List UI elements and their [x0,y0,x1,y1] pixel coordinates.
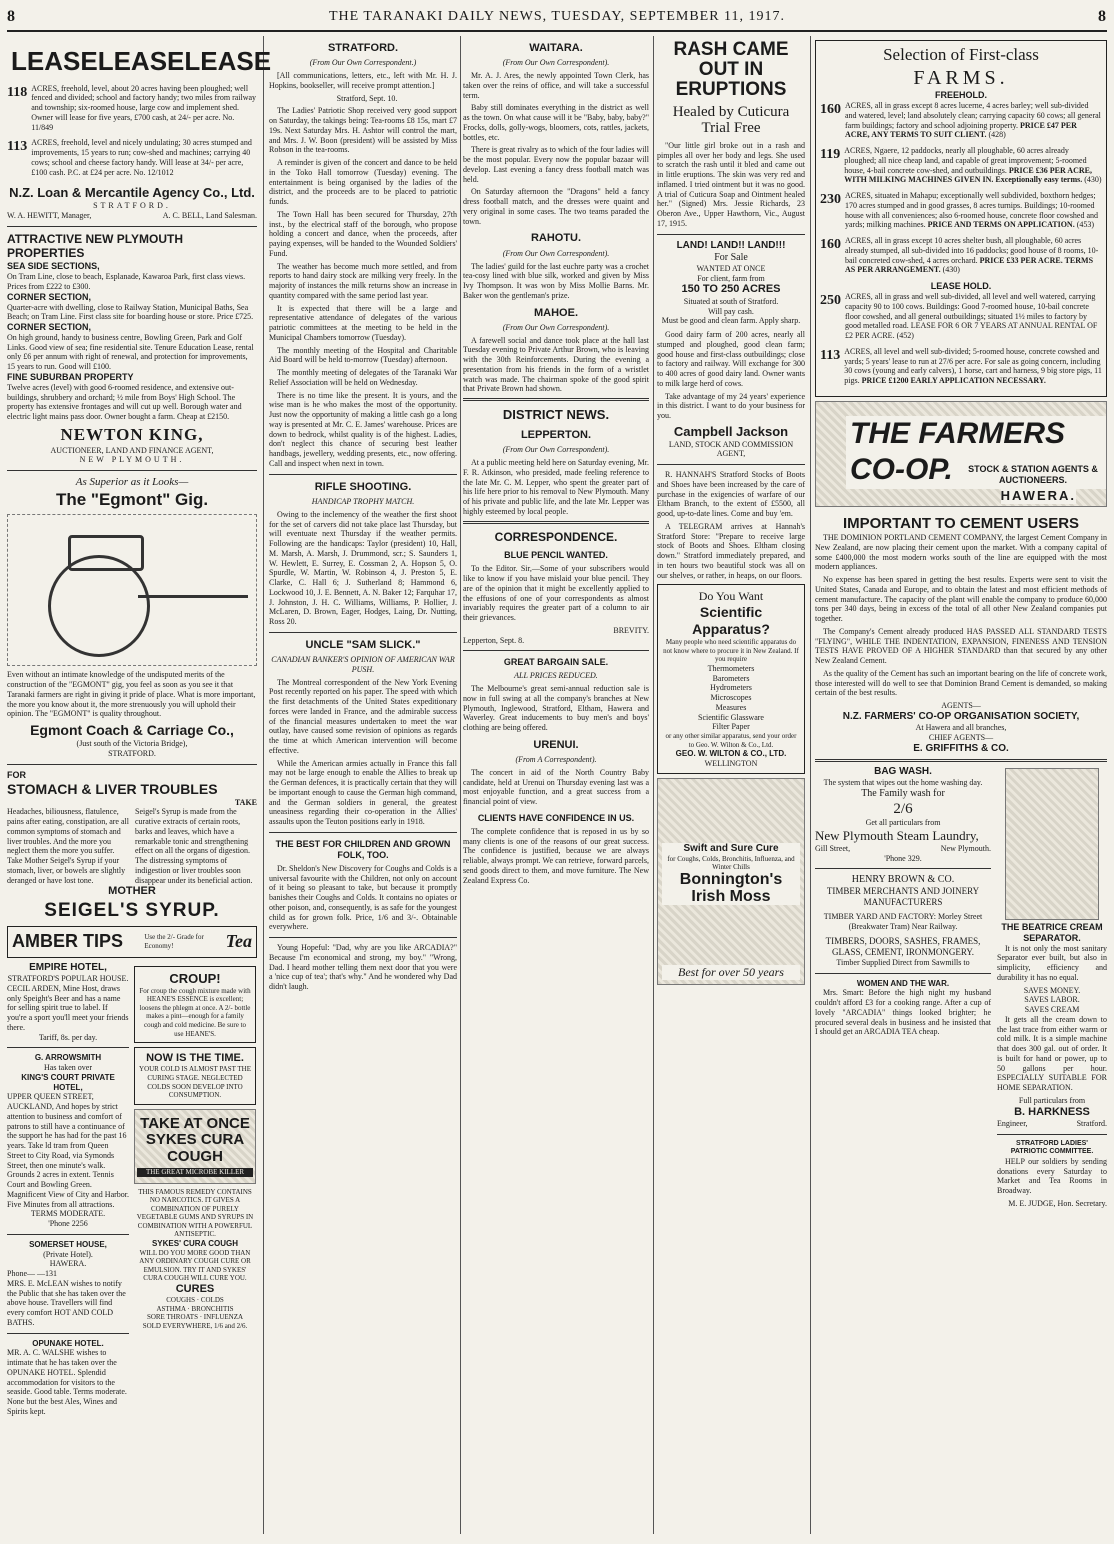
divider [815,973,991,974]
divider [463,650,649,651]
bluepencil-date: Lepperton, Sept. 8. [463,635,525,645]
irish-moss-ad [657,778,805,985]
separator-save: SAVES LABOR. [1024,995,1080,1005]
arrow-phone: 'Phone 2256 [48,1219,88,1229]
cures-item: ASTHMA · BRONCHITIS [156,1304,234,1313]
lepperton-title: LEPPERTON. [520,429,592,442]
urenui-sub: (From A Correspondent). [515,755,597,765]
waitara-paragraph: There is great rivalry as to which of the four ladies will be the most popular. Every now the popular bazaar will develop. Last evening a fancy dress football match was held. [463,145,649,184]
divider [7,226,257,227]
women-paragraph: Mrs. Smart: Before the high night my husband couldn't afford £3 for a cooking range. After a cup of lovely "ARCADIA" things looked brighter; he procured several deals in business and he insisted that I should get an ARCADIA TEA cheap. [815,988,991,1037]
farmers-coop-ad [815,401,1107,507]
stratford-paragraph: It is expected that there will be a large and representative attendance of delegates of the various patriotic committees at the meeting to be held in the Municipal Chambers tomorrow (Tuesday). [269,303,457,342]
farm-acres: 250 [820,293,841,309]
divider [269,937,457,938]
leasehold-label: LEASE HOLD. [930,281,992,292]
newton-place: NEW PLYMOUTH. [79,455,185,465]
scientific-item: Thermometers [707,663,755,673]
page-number-right: 8 [1097,8,1107,25]
bag-p2: The Family wash for [861,787,945,799]
gig-body: Even without an intimate knowledge of the undisputed merits of the construction of the "EGMONT" gig, you feel as soon as you see it that Taranaki farmers are right in giving it pride of place. What is more important, the more you know about it, the more strenuously you will uphold their opinion. The "EGMONT" is quality throughout. [7,670,256,719]
cement-paragraph: THE DOMINION PORTLAND CEMENT COMPANY, the largest Cement Company in New Zealand, are now placing their cement upon the market. With a company capital of some £400,000 the most modern works south of the line are equipped with the most modern appliances. [815,533,1107,572]
moss-best: Best for over 50 years [662,965,800,980]
farm-listing [820,347,1102,386]
farmers-place: HAWERA. [1000,487,1076,503]
bargain-sub: ALL PRICES REDUCED. [514,671,598,681]
brown-supplied: Timber Supplied Direct from Sawmills to [836,957,970,967]
divider [269,832,457,833]
divider [997,1134,1107,1135]
cement-title: IMPORTANT TO CEMENT USERS [842,514,1080,532]
cement-paragraph: No expense has been spared in getting the best results. Experts were sent to visit the United States, Canada and Europe, and to obtain the latest and most efficient methods of cement manufacture. The capacity of the plant will enable the company to produce 60,000 tons per 340 days, being in excess of the total of all other New Zealand companies put together. [815,575,1107,624]
farmers-title: THE FARMERS CO-OP. [846,416,1106,489]
telegram-paragraph: A TELEGRAM arrives at Hannah's Stratford Store: "Prepare to receive large stock of Boots and Shoes. Eltham closing down." Stratford immediately prepared, and in ten hours two beautiful stock was all on our shelves, or rather, in heaps, on our floors. [657,521,805,580]
separator-illustration [1005,768,1099,920]
sykes-tag: WILL DO YOU MORE GOOD THAN ANY ORDINARY COUGH CURE OR EMULSION. TRY IT AND SYKES' CURA COUGH WILL CURE YOU. [139,1248,251,1283]
listing-text: ACRES, freehold, level, about 20 acres having been ploughed; well fenced and divided; school and factory handy; two miles from railway and township; six-roomed house, large cow and implement shed. Owner will lease for five years, £700 cash, at 24/- per acre. [31,83,257,122]
cement-paragraph: As the quality of the Cement has such an important bearing on the life of concrete work, those interested will do well to see that Dominion Brand Cement is demanded, so making certain of the best results. [815,668,1107,698]
stratford-paragraph: The Town Hall has been secured for Thursday, 27th inst., by the electrical staff of the borough, who propose holding a concert and dance, when the proceeds, after paying expenses, will be handed to the Wounded Soldiers' Fund. [269,209,457,258]
stratford-paragraph: The monthly meeting of the Hospital and Charitable Aid Board will be held to-morrow (Tuesday) afternoon. [269,345,457,365]
cures-item: COUGHS · COLDS [166,1296,224,1305]
land-range: 150 TO 250 ACRES [681,283,781,296]
stratford-paragraph: The Ladies' Patriotic Shop received very good support on Saturday, the takings being: Tea-rooms £8 15s, mart £7 19s. Next Saturday Mrs. H. Ashtor will control the mart, and Mrs. J. W. Boon (president) will be assisted by Miss Robson in the tea-rooms. [269,106,457,155]
sykes-banner [134,1109,256,1184]
hotels-column [7,962,129,1417]
waitara-paragraph: Mr. A. J. Ares, the newly appointed Town Clerk, has taken over the reins of office, and will take a successful term. [463,71,649,100]
np-section-body: Quarter-acre with dwelling, close to Railway Station, Municipal Baths, Sea Beach; on Tram Line. First class site for boarding house or store. Price £725. [7,302,254,322]
farm-acres: 119 [820,147,841,163]
rash-title: RASH CAME OUT IN ERUPTIONS [673,39,789,100]
lease-word: LEASE [97,46,185,76]
urenui-paragraph: The concert in aid of the North Country Baby candidate, held at Urenui on Thursday evening last was a most enjoyable function, and a great success from a financial point of view. [463,767,649,807]
cures-title: CURES [175,1282,215,1295]
np-section-body: On Tram Line, close to beach, Esplanade, Kawaroa Park, first class views. Prices from £222 to £300. [7,272,246,291]
listing-text: ACRES, freehold, level and nicely undulating; 30 acres stumped and improvements, 15 years to run; cow-shed and machines; carrying 40 cows; school and cheese factory handy. Will lease at 34/- per acre, £100 cash. P.C. at £24 per acre. [31,138,252,177]
waitara-title: WAITARA. [529,42,583,54]
np-section-title: FINE SUBURBAN PROPERTY [7,371,134,382]
somerset-body: MRS. E. McLEAN wishes to notify the Public that she has taken over the above house. Travellers will find every comfort HOT AND COLD BATHS. [7,1278,126,1327]
bargain-paragraph: The Melbourne's great semi-annual reduction sale is now in full swing at all the company's branches at New Plymouth, Inglewood, Stratford, Eltham, Hawera and Waverley. Great inducements to buy men's and boys' clothing are being offered. [463,684,649,733]
scientific-q: Do You Want [698,589,764,604]
nzloan-place: STRATFORD. [93,201,171,211]
farms-heading: Selection of First-class [883,45,1039,64]
scientific-item: Barometers [712,673,750,683]
farm-ref: (452) [896,331,914,341]
farms-ad [815,40,1107,397]
scientific-item: Filter Paper [712,722,750,732]
cement-paragraph: The Company's Cement already produced HAS PASSED ALL STANDARD TESTS "FLYING", WHILE THE INDENTATION, EXPANSION, FINENESS AND TENSION TESTS HAVE PROVED OF A HIGHER STANDARD than that secured by any other New Zealand Cement. [815,626,1107,666]
stratford-paragraph: Stratford, Sept. 10. [336,93,398,103]
harkness-role: Engineer, [997,1119,1028,1129]
rash-paragraph: "Our little girl broke out in a rash and pimples all over her body and legs. She used to scratch the rash until it bled and came out in little eruptions. The skin was very red and inflamed. I tried ointment but it was no good. A trial of Cuticura Soap and Ointment healed her." (Signed) Mrs. Jessie Richards, 23 Oberon Ave., Upper Hawthorn, Vic., August 17, 1915. [657,140,805,228]
bluepencil-paragraph: To the Editor. Sir,—Some of your subscribers would like to know if you have mislaid your blue pencil. They are of the opinion that it might be excellently applied to the effusions of one of your correspondents as almost invariably requires the greater part of a column to air their grievances. [463,564,649,623]
divider [7,470,257,471]
moss-bottle-illustration [662,905,800,965]
listing-ref: No. 12/1012 [133,167,174,177]
opunake-body: MR. A. C. WALSHE wishes to intimate that he has taken over the OPUNAKE HOTEL. Splendid accommodation for visitors to the seaside. Good table. Terms moderate. None but the best Ales, Wines and Spirits kept. [7,1348,127,1416]
waitara-sub: (From Our Own Correspondent). [502,58,610,68]
empire-sub: STRATFORD'S POPULAR HOUSE. [7,974,129,984]
bag-street: Gill Street, [815,843,851,853]
stratford-paragraph: [All communications, letters, etc., left with Mr. H. J. Hopkins, bookseller, will receive prompt attention.] [269,71,457,90]
bottom-ads [815,766,1107,1209]
separator-full: Full particulars from [1018,1095,1086,1105]
lease-banner [11,46,272,78]
nzloan-salesman: A. C. BELL, Land Salesman. [162,211,257,221]
sykes-name: SYKES' CURA COUGH [151,1238,239,1248]
farm-text: ACRES, all level and well sub-divided; 5-roomed house, concrete cowshed and yards; 5 years' lease to run at 27/6 per acre. For sale as going concern, including 30 cows (young and early calvers), 1 horse, cart and harness, 9 big store pigs, 11 pigs. [844,346,1102,386]
rash-healed: Healed by Cuticura Trial Free [672,103,790,137]
scientific-title: Scientific Apparatus? [692,604,770,638]
agents-name: N.Z. FARMERS' CO-OP ORGANISATION SOCIETY, [842,710,1080,722]
seigel-right: Seigel's Syrup is made from the curative extracts of certain roots, barks and leaves, which have a remarkable tonic and strengthening effect on all the organs of digestion. The distressing symptoms of indigestion or liver troubles soon disappear under its beneficial action. [135,807,253,885]
freehold-label: FREEHOLD. [934,90,987,101]
cures-sold: SOLD EVERYWHERE, 1/6 and 2/6. [142,1321,248,1330]
gig-tag: As Superior as it Looks— [75,476,189,489]
moss-sub: for Coughs, Colds, Bronchitis, Influenza, and Winter Chills [662,855,800,872]
farm-ref: (453) [1076,220,1095,230]
sam-paragraph: The Montreal correspondent of the New York Evening Post recently reported on his paper. The speed with which the first detachments of the United States expeditionary forces were landed in France, and the admirable success of the financial measures undertaken to meet the war outlay, have caused some revision of opinions as regards the time at which American intervention will become effective. [269,677,457,755]
empire-body: CECIL ARDEN, Mine Host, draws only Speight's Beer and has a name for selling spirit true to label. If you're a sport you'll meet your friends there. [7,983,129,1032]
farm-price: PRICE £33 PER ACRE. TERMS AS PER ARRANGEMENT. [845,255,1094,275]
amber-tips-ad [7,926,257,958]
stratford-paragraph: The monthly meeting of delegates of the Taranaki War Relief Association will be held on Wednesday. [269,368,457,387]
scientific-close: or any other similar apparatus, send your order to Geo. W. Wilton & Co., Ltd. [665,732,797,749]
divider [7,1047,129,1048]
bag-p3: Get all particulars from [865,818,941,828]
farms-title: FARMS. [913,66,1009,89]
nzloan-staff [7,211,257,221]
croup-body: For croup the cough mixture made with HEANE'S ESSENCE is excellent; loosens the phlegm at once. A 2/- bottle makes a pint—enough for a family cough and cold medicine. Be sure to use HEANE'S. [139,986,251,1038]
gig-illustration [7,514,257,666]
waitara-paragraph: On Saturday afternoon the "Dragons" held a fancy dress football match, and the dresses were quaint and very original in some cases. The two teams paraded the town. [463,187,649,226]
farm-ref: (430) [1084,175,1102,185]
arrow-sub: Has taken over [44,1063,92,1073]
separator-save: SAVES MONEY. [1023,985,1081,995]
divider [657,464,805,465]
separator-paragraph-2: It gets all the cream down to the last trace from either warm or cold milk. It is a simple machine that does 300 gal. out of order. It is built for hand or power, up to 50 gallons per hour. ESPECIALLY SUITABLE FOR HOME SEPARATION. [997,1014,1107,1093]
scientific-intro: Many people who need scientific apparatus do not know where to procure it in New Zealand. If you require [663,638,799,664]
land-heading: LAND! LAND!! LAND!!! [676,239,786,251]
scientific-company: GEO. W. WILTON & CO., LTD. [675,749,787,759]
arrow-hotel: KING'S COURT PRIVATE HOTEL, [21,1072,115,1092]
lease-listing [7,138,257,177]
divider [7,764,257,765]
egmont-sub: (Just south of the Victoria Bridge), [76,739,188,749]
arrow-body: UPPER QUEEN STREET, AUCKLAND, And hopes by strict attention to business and comfort of patrons to still have a continuance of the support he has had for the past 16 years. Take ld tram from Queen Street to City Road, via Symonds Street, then one minute's walk. Grounds 2 acres in extent. Tennis Court and Bowling Green. Magnificent View of City and Harbor. Five Minutes from all attractions. [7,1092,130,1209]
moss-tag: Swift and Sure Cure [662,843,800,855]
egmont-place: STRATFORD. [108,748,156,758]
stratford-title: STRATFORD. [327,42,399,54]
column-2 [269,36,457,1534]
gig-shaft [138,595,248,598]
seigel-head: STOMACH & LIVER TROUBLES [7,780,218,797]
divider [7,1234,129,1235]
district-title: DISTRICT NEWS. [502,407,610,423]
bag-title: BAG WASH. [874,765,932,777]
lease-listing [7,84,257,133]
farm-acres: 113 [820,347,841,363]
gig-title: The "Egmont" Gig. [55,489,209,509]
bag-address [815,844,991,854]
harkness-place: Stratford. [1076,1119,1107,1129]
cures-item: SORE THROATS · INFLUENZA [146,1313,244,1322]
farm-listing [820,101,1102,140]
masthead [7,4,1107,32]
stratford-sub: (From Our Own Correspondent.) [309,58,417,68]
nzloan-manager: W. A. HEWITT, Manager, [7,211,92,221]
joke-paragraph: Young Hopeful: "Dad, why are you like ARCADIA?" Because I'm economical and strong, my boy." "Wrong, Dad. I heard mother telling them next door that you were a 'nice cup of tea'; that's why." And he wondered why Dad didn't laugh. [269,943,457,992]
np-section [7,322,257,372]
stratford-paragraph: A reminder is given of the concert and dance to be held in the Toko Hall tomorrow (Tuesday) evening. The entertainment is being organised by the ladies of the district, and the proceeds are to be placed to patriotic funds. [269,158,457,207]
waitara-paragraph: Baby still dominates everything in the district as well as the town. On what cause will it be "Baby, baby, baby?" Frocks, dolls, golly-wogs, bloomers, cots, rattles, jackets, bottles, etc. [463,103,649,142]
agents-branches: At Hawera and all branches, [915,723,1007,733]
column-rule [263,36,264,1534]
lepperton-paragraph: At a public meeting held here on Saturday evening, Mr. F. R. Atkinson, who presided, made feeling reference to the late Mr. C. M. Lepper, who spent the greater part of his life here prior to his removal to New Plymouth. Many of his private and public life, and the late Mr. Lepper was highly esteemed by local people. [463,458,649,516]
arrow-name: G. ARROWSMITH [34,1053,102,1063]
farm-listing [820,146,1102,185]
column-4 [657,36,805,1534]
scientific-ad [657,584,805,773]
land-sale: For Sale [714,251,748,263]
divider [815,759,1107,762]
ladies-sign: M. E. JUDGE, Hon. Secretary. [1008,1198,1107,1208]
nowtime-title: NOW IS THE TIME. [146,1052,244,1065]
hannah-paragraph: R. HANNAH'S Stratford Stocks of Boots and Shoes have been increased by the care of purchase in the exigencies of warfare of our Eltham Branch, to the extent of £5500, all good, up-to-date lines. Come and buy 'em. [657,470,805,519]
children-paragraph: Dr. Sheldon's New Discovery for Coughs and Colds is a universal favourite with the Children, not only on account of it being so pleasant to take, but because it promptly banishes their Coughs and Colds. It contains no opiates or other poison, and, consequently, is as safe for the youngest child as for grown folk. Price, 1/6 and 3/-. Obtainable everywhere. [269,863,457,932]
bag-company: New Plymouth Steam Laundry, [815,827,979,843]
np-heading: ATTRACTIVE NEW PLYMOUTH PROPERTIES [7,231,183,261]
lease-word: LEASE [184,46,272,76]
nowtime-ad [134,1047,256,1105]
brown-merchants: TIMBER MERCHANTS AND JOINERY MANUFACTURERS [826,886,980,908]
moss-brand: Bonnington's Irish Moss [662,872,800,906]
farm-price: PRICE AND TERMS ON APPLICATION. [927,220,1075,230]
agents-label: AGENTS— [941,701,981,711]
farm-ref: (428) [988,130,1006,140]
seigel-body [7,807,257,885]
bag-phone: 'Phone 329. [884,853,922,863]
croup-title: CROUP! [169,970,221,986]
opunake-title: OPUNAKE HOTEL. [32,1338,104,1348]
sam-paragraph: While the American armies actually in France this fall may not be large enough to enable the Allies to break up the German defences, it is practically certain that they will be important enough to cause the German high command, and the German soldiers in general, the greatest uneasiness regarding their co-operation in the Allies' assaults upon the Teuton positions early in 1918. [269,758,457,827]
lepperton-sub: (From Our Own Correspondent). [502,445,610,455]
croup-ad [134,966,256,1043]
empire-tariff: Tariff, 8s. per day. [38,1032,98,1042]
mahoe-title: MAHOE. [534,306,578,319]
farm-text: ACRES, situated in Mahapu; exceptionally well subdivided, boxthorn hedges; 170 acres stumped and in good grasses, 8 acres turnips. Buildings; 10-roomed house with all conveniences; also 6-roomed house, concrete floor cowshed and yards; milking machines. [845,191,1099,230]
egmont-company: Egmont Coach & Carriage Co., [30,722,234,739]
clients-title: CLIENTS HAVE CONFIDENCE IN US. [477,812,635,823]
land-situated: Situated at south of Stratford. [683,296,779,306]
column-3 [463,36,649,1534]
farm-listing [820,191,1102,230]
divider [815,868,991,869]
land-cash: Will pay cash. [708,306,754,316]
np-section-title: CORNER SECTION, [7,291,92,302]
farm-text: ACRES, Ngaere, 12 paddocks, nearly all ploughable, 60 acres already ploughed; all nice cheap land, and capable of great improvement; 5-roomed house, 4-bail concrete cow-shed, and outbuildings. [844,146,1087,175]
children-title: THE BEST FOR CHILDREN AND GROWN FOLK, TOO. [275,838,451,860]
scientific-item: Measures [715,702,747,712]
ladies-paragraph: HELP our soldiers by sending donations every Saturday to Market and Tea Rooms in Broadway. [997,1156,1107,1196]
newspaper-page [7,4,1107,1534]
empire-title: EMPIRE HOTEL, [29,961,107,973]
separator-paragraph: It is not only the most sanitary Separator ever built, but also in simplicity, efficiency and durability it has no equal. [997,943,1107,982]
masthead-title: THE TARANAKI DAILY NEWS, TUESDAY, SEPTEMBER 11, 1917. [328,9,786,24]
brown-yard: TIMBER YARD AND FACTORY: Morley Street (Breakwater Tram) Near Railway. [823,912,983,932]
bag-place: New Plymouth. [940,843,991,853]
np-section-body: Twelve acres (level) with good 6-roomed residence, and extensive out-buildings, shrubbery and orchard; ½ mile from Boys' High School. The property has extensive frontages and will cut up well. Borough water and electric light mains pass door. Owner bought a farm. Cheap at £2150. [7,382,242,422]
listing-ref: No. 11/849 [31,112,235,132]
dairy-paragraph: Good dairy farm of 200 acres, nearly all stumped and ploughed, good clean farm; good house and first-class outbuildings; close to factory and railway. Will exchange for 300 to 400 acres of good dairy land. Owner wants to milk large herd of cows. [657,330,805,388]
farmers-sub: STOCK & STATION AGENTS & AUCTIONEERS. [968,463,1098,485]
brown-items: TIMBERS, DOORS, SASHES, FRAMES, GLASS, CEMENT, IRONMONGERY. [825,935,981,957]
column-5 [815,36,1107,1534]
gig-seat [68,535,144,571]
bag-price: 2/6 [893,800,913,817]
divider [463,398,649,401]
bag-p1: The system that wipes out the home washing day. [823,777,983,787]
sam-sub: CANADIAN BANKER'S OPINION OF AMERICAN WAR PUSH. [271,655,455,674]
listing-acres: 113 [7,139,28,155]
amber-tea: Tea [225,931,252,952]
farm-acres: 160 [820,237,841,253]
stratford-paragraph: The weather has become much more settled, and from reports to hand dairy stock are milking very freely. In the majority of instances the milk returns show an increase in quantity compared with the same period last year. [269,261,457,300]
seigel-left: Headaches, biliousness, flatulence, pains after eating, constipation, are all common symptoms of stomach and liver troubles. And the more you neglect them the more you suffer. Take Mother Seigel's Syrup if your stomach, liver, or bowels are slightly deranged or have lost tone. [7,807,129,885]
separator-save: SAVES CREAM [1024,1005,1080,1015]
bottom-left-ads [815,766,991,1209]
divider [463,521,649,524]
rahotu-paragraph: The ladies' guild for the last euchre party was a crochet tea-cosy lined with blue silk, worked and given by Miss Ivy Thompson. It was won by Miss Mollie Barns. Mr. Baker won the gentleman's prize. [463,261,649,300]
take-advantage: Take advantage of my 24 years' experience in this district. I want to do your business for you. [657,391,805,421]
somerset-sub: (Private Hotel). [43,1249,93,1259]
campbell-name: Campbell Jackson [673,423,789,439]
land-for: For client, farm from [697,273,765,283]
farm-text: ACRES, all in grass except 10 acres shelter bush, all ploughable, 60 acres already stumped, all sub-divided into 16 paddocks; good house of 8 rooms, 10-bail concreted cow-shed, 4 acres orchard. [845,236,1099,265]
stratford-paragraph: There is no time like the present. It is yours, and the wise man is he who makes the most of the opportunity. Just now the opportunity of making a little cash go a long way is presented at Mr. C. E. James' warehouse. Prices are down to bedrock, whilst quality is of the highest. Ladies, don't neglect this chance of securing best leather handbags, jewellery, wedding presents, etc., now offering. Call and inspect when next in town. [269,390,457,468]
agents-griffiths: E. GRIFFITHS & CO. [913,742,1009,754]
sykes-brand: TAKE AT ONCE SYKES CURA COUGH [140,1114,250,1165]
scientific-item: Microscopes [710,693,752,703]
farm-acres: 230 [820,192,841,208]
farm-ref: (430) [942,265,960,275]
np-section-body: On high ground, handy to business centre, Bowling Green, Park and Golf Links. Good view of sea; fine residential site. Tenure Education Lease, rental only £6 per annum with right of renewal, and protection for improvements, 15 years to run. Good will £100. [7,332,254,372]
women-title: WOMEN AND THE WAR. [856,978,950,988]
somerset-title: SOMERSET HOUSE, [29,1239,107,1249]
nowtime-body: YOUR COLD IS ALMOST PAST THE CURING STAGE. NEGLECTED COLDS SOON DEVELOP INTO CONSUMPTION. [139,1065,251,1100]
np-section-title: SEA SIDE SECTIONS, [7,261,100,272]
rahotu-sub: (From Our Own Correspondent). [502,248,610,258]
bargain-title: GREAT BARGAIN SALE. [503,657,609,668]
newton-name: NEWTON KING, [60,424,204,444]
remedies-column [134,962,256,1417]
np-section [7,292,257,322]
scientific-item: Hydrometers [710,683,752,693]
divider [657,234,805,235]
column-rule [460,36,461,1534]
rahotu-title: RAHOTU. [530,232,582,245]
sykes-band: THE GREAT MICROBE KILLER [137,1168,253,1177]
hotels-and-remedies [7,962,257,1417]
column-rule [653,36,654,1534]
scientific-item: Scientific Glassware [698,712,764,722]
seigel-for: FOR [7,769,26,780]
rifle-paragraph: Owing to the inclemency of the weather the first shoot for the set of carvers did not take place last Thursday, but will eventuate next Thursday if the weather permits. Following are the handicaps: Taylor (president) 10, Hall, M. Marsh, A. Marsh, J. Drummond, scr.; S. Saunders 1, W. Hewlett, E. Surrey, E. Cossman 2, A. Hopson 5, O. Spurdle, W. Martin, W. Robinson 4, J. Preston 5, E. Clarke, C. Hall 6; J. Sutherland 8; Hammond 6, Lockwood 10, J. E. Bennett, A. N. Baker 12; Farquhar 17, J. Johnston, J. H. C. Williams, Williams, P. Hollier, J. McLaren, D. Brown, Eager, Hodges, Laing, Dr. Nutting, Ross 20. [269,509,457,627]
seigel-brand-top: MOTHER [108,885,156,898]
farm-listing [820,236,1102,275]
divider [269,474,457,475]
farm-text: ACRES, all in grass except 8 acres lucerne, 4 acres barley; well sub-divided and watered, level; land absolutely clean; carrying capacity 60 cows; all general farm buildings; factory and school adjoining property. [845,101,1101,130]
harkness-name: B. HARKNESS [1014,1105,1090,1118]
page-number-left: 8 [7,8,16,25]
divider [7,1333,129,1334]
moss-illustration [662,783,800,843]
mahoe-paragraph: A farewell social and dance took place at the hall last Tuesday evening to Private Arthur Brown, who is leaving with the 30th Reinforcements. During the evening a presentation from his friends in the form of a wristlet watch was made. The chairman spoke of the good spirit that Private Brown had shown. [463,335,649,394]
rifle-sub: HANDICAP TROPHY MATCH. [311,497,415,507]
correspondence-title: CORRESPONDENCE. [494,529,618,544]
farm-price: PRICE £36 PER ACRE, WITH MILKING MACHINES GIVEN IN. Exceptionally easy terms. [844,165,1092,185]
clients-paragraph: The complete confidence that is reposed in us by so many clients is one of the reasons of our great success. The confidence is justified, because we are always reliable, always prompt. We can retrieve, forward parcels, send goods direct to them, and move furniture. The New Zealand Express Co. [463,826,649,885]
somerset-phone: Phone— —131 [7,1269,57,1279]
campbell-sub: LAND, STOCK AND COMMISSION AGENT, [668,439,794,459]
bluepencil-title: BLUE PENCIL WANTED. [504,550,608,561]
newton-sub: AUCTIONEER, LAND AND FINANCE AGENT, [50,445,214,455]
land-wanted: WANTED AT ONCE [696,263,766,273]
agents-chief: CHIEF AGENTS— [928,732,994,742]
sykes-remedy: THIS FAMOUS REMEDY CONTAINS NO NARCOTICS. IT GIVES A COMBINATION OF PURELY VEGETABLE GUMS AND SYRUPS IN COMBINATION WITH A POWERFUL ANTISEPTIC. [136,1187,254,1239]
farm-listing [820,292,1102,341]
seigel-brand: SEIGEL'S SYRUP. [44,899,220,921]
farm-text: ACRES, all in grass and well sub-divided, all level and well watered, carrying capacity 90 to 100 cows. Buildings: Good 7-roomed house, 10-bail concrete floor cowshed, and all general outbuildings; situated 1½ miles to factory by good metalled road. LEASE FOR 6 OR 7 YEARS AT ANNUAL RENTAL OF £2 PER ACRE. [845,292,1098,341]
listing-acres: 118 [7,84,28,100]
farm-acres: 160 [820,102,841,118]
farm-price: PRICE £1200 EARLY APPLICATION NECESSARY. [861,376,1046,386]
ladies-title: STRATFORD LADIES' PATRIOTIC COMMITTEE. [1010,1139,1094,1156]
harkness-details [997,1119,1107,1129]
np-section-title: CORNER SECTION, [7,322,92,333]
bottom-right-ads [997,766,1107,1209]
np-section [7,261,257,291]
nzloan-title: N.Z. Loan & Mercantile Agency Co., Ltd. [9,185,255,201]
np-section [7,372,257,422]
amber-brand: AMBER TIPS [12,931,124,952]
somerset-place: HAWERA. [49,1259,87,1269]
amber-sub: Use the 2/- Grade for Economy! [144,933,204,950]
arrow-terms: TERMS MODERATE. [30,1209,106,1219]
separator-title: THE BEATRICE CREAM SEPARATOR. [1001,921,1103,943]
bluepencil-sign: BREVITY. [613,625,649,635]
urenui-title: URENUI. [533,738,579,751]
column-1 [7,36,272,1534]
column-rule [810,36,811,1534]
mahoe-sub: (From Our Own Correspondent). [502,322,610,332]
seigel-take: TAKE [234,797,257,807]
rifle-title: RIFLE SHOOTING. [314,480,412,493]
land-must: Must be good and clean farm. Apply sharp. [661,316,801,326]
scientific-place: WELLINGTON [704,758,758,768]
lease-word: LEASE [11,46,98,76]
divider [269,632,457,633]
farm-price: PRICE £47 PER ACRE, ANY TERMS TO SUIT CLIENT. [845,120,1077,140]
sam-title: UNCLE "SAM SLICK." [305,638,421,651]
brown-name: HENRY BROWN & CO. [851,874,955,886]
